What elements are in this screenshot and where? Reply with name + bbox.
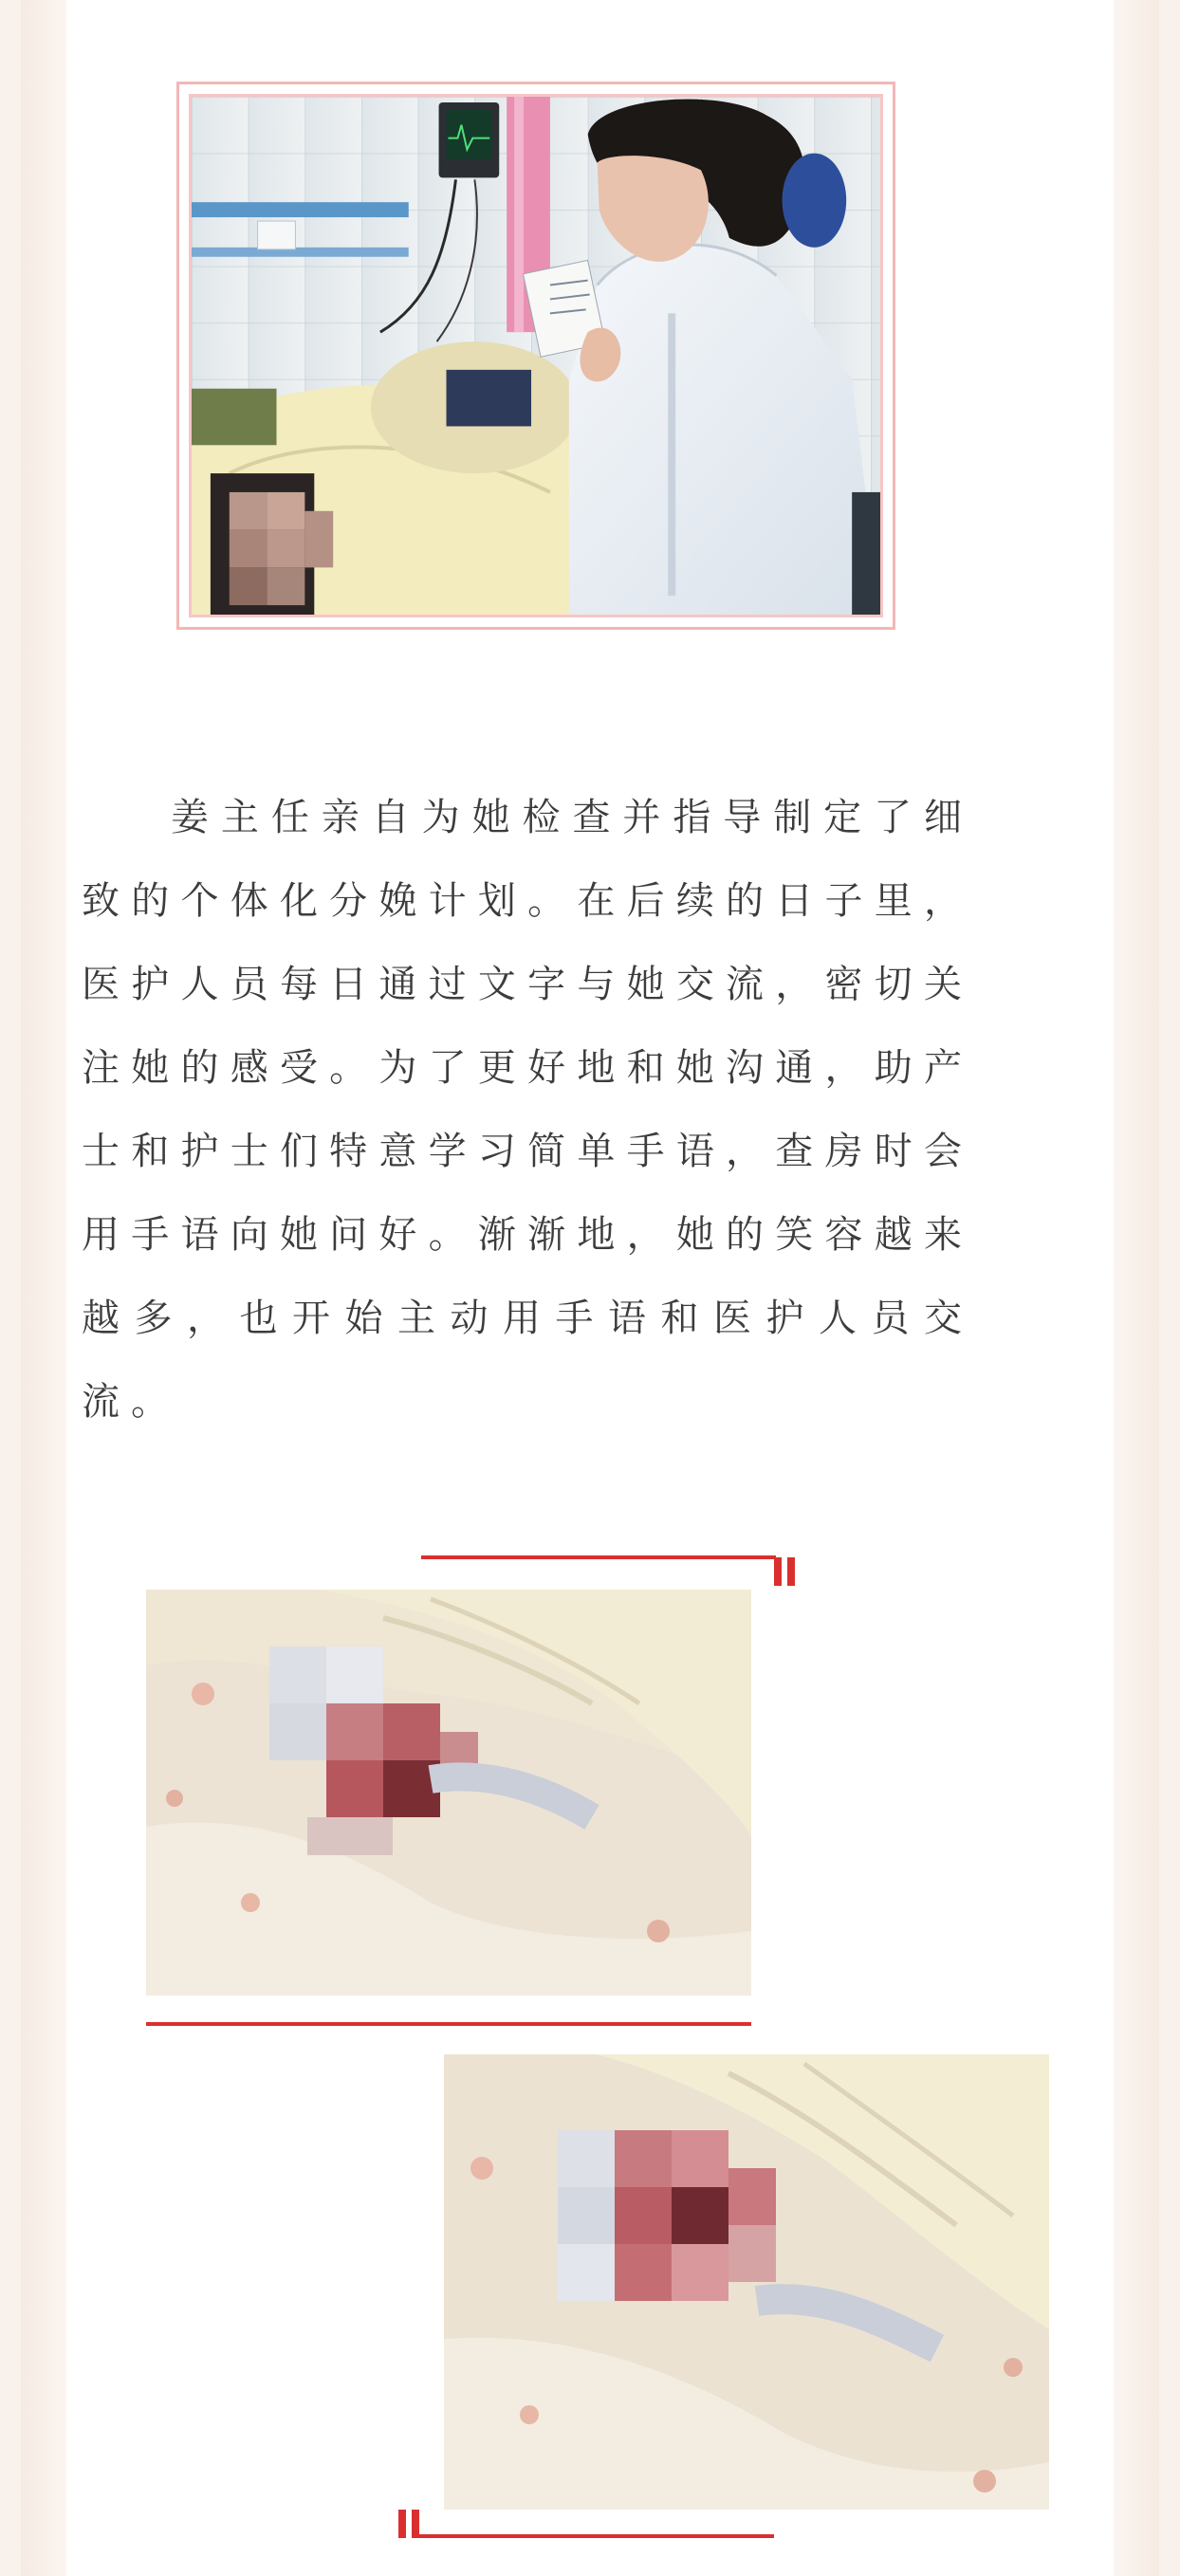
decor-bar-top-1 (774, 1557, 782, 1586)
page-border-right (1114, 0, 1159, 2576)
decor-line-top (421, 1555, 776, 1559)
decor-line-bottom (419, 2534, 774, 2538)
decor-bar-bottom-2 (412, 2510, 419, 2538)
newborn-photo-1 (146, 1590, 751, 1996)
article-paragraph: 姜主任亲自为她检查并指导制定了细致的个体化分娩计划。在后续的日子里，医护人员每日通过文字与她交流，密切关注她的感受。为了更好地和她沟通，助产士和护士们特意学习简单手语，查房时会用手语向她问好。渐渐地，她的笑容越来越多，也开始主动用手语和医护人员交流。 (82, 796, 973, 1424)
decor-bar-bottom-1 (398, 2510, 406, 2538)
decor-line-middle (146, 2022, 751, 2026)
newborn-photo-2 (444, 2054, 1049, 2510)
hospital-exam-photo (189, 94, 883, 617)
decor-bar-top-2 (787, 1557, 795, 1586)
hospital-exam-photo-frame (176, 82, 895, 630)
page-border-left (21, 0, 66, 2576)
